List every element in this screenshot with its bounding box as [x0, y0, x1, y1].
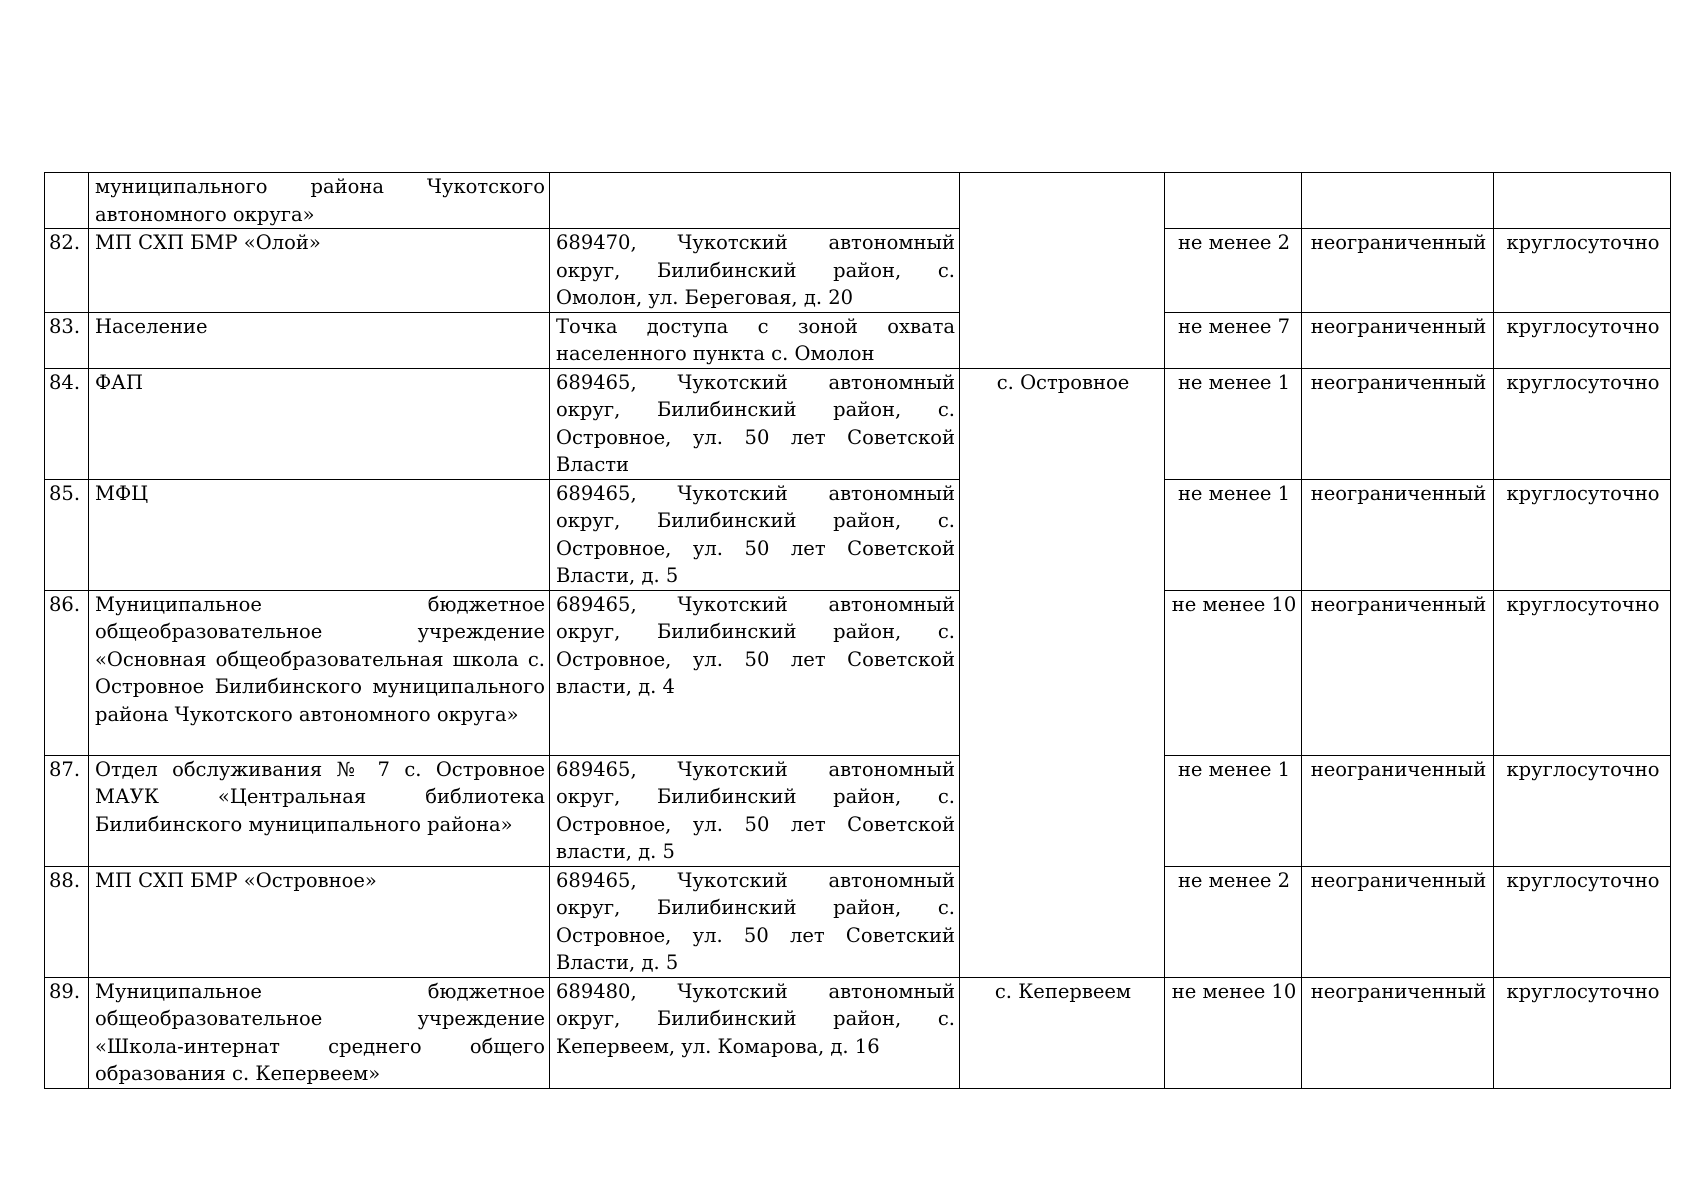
- volume-cell: неограниченный: [1302, 368, 1494, 479]
- hours-cell: круглосуточно: [1494, 229, 1671, 313]
- settlement-cell: [960, 173, 1165, 369]
- volume-cell: неограниченный: [1302, 977, 1494, 1088]
- hours-cell: круглосуточно: [1494, 312, 1671, 368]
- address-cell: Точка доступа с зоной охвата населенного пункта с. Омолон: [550, 312, 960, 368]
- row-number: 89.: [45, 977, 89, 1088]
- volume-cell: неограниченный: [1302, 866, 1494, 977]
- table-row: [45, 312, 1671, 368]
- speed-cell: [1165, 173, 1302, 229]
- hours-cell: круглосуточно: [1494, 977, 1671, 1088]
- speed-cell: не менее 7: [1165, 312, 1302, 368]
- address-cell: 689465, Чукотский автономный округ, Билибинский район, с. Островное, ул. 50 лет Советской Власти: [550, 368, 960, 479]
- table-row: [45, 755, 1671, 866]
- row-number: 88.: [45, 866, 89, 977]
- hours-cell: круглосуточно: [1494, 479, 1671, 590]
- table-row: [45, 368, 1671, 479]
- table-row: [45, 173, 1671, 229]
- speed-cell: не менее 2: [1165, 866, 1302, 977]
- address-cell: 689470, Чукотский автономный округ, Билибинский район, с. Омолон, ул. Береговая, д. 20: [550, 229, 960, 313]
- table-row: [45, 866, 1671, 977]
- hours-cell: круглосуточно: [1494, 866, 1671, 977]
- organization-cell: ФАП: [89, 368, 550, 479]
- organization-cell: МП СХП БМР «Олой»: [89, 229, 550, 313]
- address-cell: [550, 173, 960, 229]
- address-cell: 689465, Чукотский автономный округ, Билибинский район, с. Островное, ул. 50 лет Советской Власти, д. 5: [550, 479, 960, 590]
- settlement-cell: с. Островное: [960, 368, 1165, 977]
- speed-cell: не менее 1: [1165, 755, 1302, 866]
- volume-cell: неограниченный: [1302, 312, 1494, 368]
- address-cell: 689465, Чукотский автономный округ, Билибинский район, с. Островное, ул. 50 лет Советский Власти, д. 5: [550, 866, 960, 977]
- address-cell: 689480, Чукотский автономный округ, Билибинский район, с. Кепервеем, ул. Комарова, д. 16: [550, 977, 960, 1088]
- row-number: 82.: [45, 229, 89, 313]
- row-number: 84.: [45, 368, 89, 479]
- row-number: 83.: [45, 312, 89, 368]
- services-table: [44, 172, 1671, 1089]
- organization-cell: МП СХП БМР «Островное»: [89, 866, 550, 977]
- speed-cell: не менее 10: [1165, 977, 1302, 1088]
- speed-cell: не менее 1: [1165, 368, 1302, 479]
- organization-cell: Муниципальное бюджетное общеобразовательное учреждение «Школа-интернат среднего общего образования с. Кепервеем»: [89, 977, 550, 1088]
- speed-cell: не менее 2: [1165, 229, 1302, 313]
- speed-cell: не менее 10: [1165, 590, 1302, 755]
- hours-cell: [1494, 173, 1671, 229]
- organization-cell: Население: [89, 312, 550, 368]
- table-row: [45, 479, 1671, 590]
- volume-cell: неограниченный: [1302, 229, 1494, 313]
- volume-cell: неограниченный: [1302, 755, 1494, 866]
- volume-cell: [1302, 173, 1494, 229]
- volume-cell: неограниченный: [1302, 590, 1494, 755]
- row-number: [45, 173, 89, 229]
- speed-cell: не менее 1: [1165, 479, 1302, 590]
- hours-cell: круглосуточно: [1494, 368, 1671, 479]
- row-number: 86.: [45, 590, 89, 755]
- organization-cell: Муниципальное бюджетное общеобразовательное учреждение «Основная общеобразовательная школа с. Островное Билибинского муниципального района Чукотского автономного округа»: [89, 590, 550, 755]
- organization-cell: Отдел обслуживания № 7 с. Островное МАУК «Центральная библиотека Билибинского муниципального района»: [89, 755, 550, 866]
- table-row: [45, 590, 1671, 755]
- address-cell: 689465, Чукотский автономный округ, Билибинский район, с. Островное, ул. 50 лет Советской власти, д. 4: [550, 590, 960, 755]
- table-row: [45, 229, 1671, 313]
- address-cell: 689465, Чукотский автономный округ, Билибинский район, с. Островное, ул. 50 лет Советской власти, д. 5: [550, 755, 960, 866]
- table-row: [45, 977, 1671, 1088]
- row-number: 87.: [45, 755, 89, 866]
- organization-cell: МФЦ: [89, 479, 550, 590]
- hours-cell: круглосуточно: [1494, 755, 1671, 866]
- hours-cell: круглосуточно: [1494, 590, 1671, 755]
- organization-cell: муниципального района Чукотского автономного округа»: [89, 173, 550, 229]
- volume-cell: неограниченный: [1302, 479, 1494, 590]
- row-number: 85.: [45, 479, 89, 590]
- settlement-cell: с. Кепервеем: [960, 977, 1165, 1088]
